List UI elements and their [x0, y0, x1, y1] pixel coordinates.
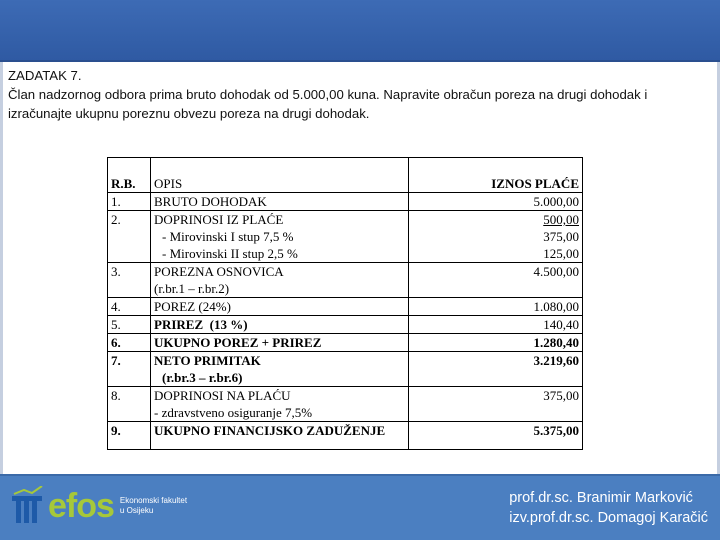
row-desc-sub: (r.br.1 – r.br.2) — [154, 281, 230, 296]
row-desc: DOPRINOSI NA PLAĆU — [154, 388, 291, 403]
table-row — [108, 334, 583, 352]
row-number: 4. — [108, 298, 151, 316]
row-value: 140,40 — [543, 317, 579, 332]
row-value: 5.000,00 — [533, 194, 579, 209]
table-row — [108, 316, 583, 334]
tax-table — [107, 157, 583, 450]
row-desc: DOPRINOSI IZ PLAĆE — [154, 212, 284, 227]
header-opis: OPIS — [151, 158, 409, 193]
row-number: 6. — [108, 334, 151, 352]
row-desc-sub: - Mirovinski I stup 7,5 % — [162, 229, 294, 244]
row-number: 3. — [108, 263, 151, 298]
table-row — [108, 211, 583, 263]
table-header-row — [108, 158, 583, 193]
table-row — [108, 352, 583, 387]
row-value-sub: 125,00 — [543, 246, 579, 261]
table-row — [108, 263, 583, 298]
row-value: 1.280,40 — [533, 335, 579, 350]
row-value: 1.080,00 — [533, 299, 579, 314]
row-number: 5. — [108, 316, 151, 334]
row-number: 2. — [108, 211, 151, 263]
row-desc: POREZ (24%) — [154, 299, 231, 314]
task-title: ZADATAK 7. — [8, 68, 82, 83]
row-value: 5.375,00 — [533, 423, 579, 438]
author-1: prof.dr.sc. Branimir Marković — [509, 490, 693, 506]
row-desc: BRUTO DOHODAK — [154, 194, 267, 209]
header-bar — [0, 0, 720, 62]
table-row — [108, 422, 583, 450]
row-value: 500,00 — [543, 212, 579, 227]
task-text — [8, 66, 714, 123]
header-iznos: IZNOS PLAĆE — [409, 158, 583, 193]
author-2: izv.prof.dr.sc. Domagoj Karačić — [509, 510, 708, 526]
row-desc: UKUPNO POREZ + PRIREZ — [154, 335, 322, 350]
row-value: 3.219,60 — [533, 353, 579, 368]
row-desc: PRIREZ (13 %) — [154, 317, 248, 332]
table-row — [108, 298, 583, 316]
table-row — [108, 387, 583, 422]
row-desc-sub: - zdravstveno osiguranje 7,5% — [154, 405, 313, 420]
row-number: 7. — [108, 352, 151, 387]
row-number: 1. — [108, 193, 151, 211]
row-desc: NETO PRIMITAK — [154, 353, 261, 368]
logo-text: efos — [48, 486, 114, 525]
header-rb: R.B. — [108, 158, 151, 193]
row-value: 4.500,00 — [533, 264, 579, 279]
row-number: 9. — [108, 422, 151, 450]
row-value: 375,00 — [543, 388, 579, 403]
footer — [0, 474, 720, 540]
task-description: Član nadzornog odbora prima bruto dohodak od 5.000,00 kuna. Napravite obračun poreza na drugi dohodak i izračunajte ukupnu poreznu obvezu poreza na drugi dohodak. — [8, 87, 648, 121]
row-desc-sub: (r.br.3 – r.br.6) — [162, 370, 243, 385]
row-value-sub: 375,00 — [543, 229, 579, 244]
table-row — [108, 193, 583, 211]
row-desc: POREZNA OSNOVICA — [154, 264, 284, 279]
column-chart-logo-icon — [10, 486, 44, 526]
efos-logo — [10, 486, 187, 526]
logo-sub-line2: u Osijeku — [119, 506, 154, 515]
row-number: 8. — [108, 387, 151, 422]
row-desc-sub: - Mirovinski II stup 2,5 % — [162, 246, 298, 261]
row-desc: UKUPNO FINANCIJSKO ZADUŽENJE — [154, 423, 386, 438]
logo-sub-line1: Ekonomski fakultet — [119, 496, 188, 505]
